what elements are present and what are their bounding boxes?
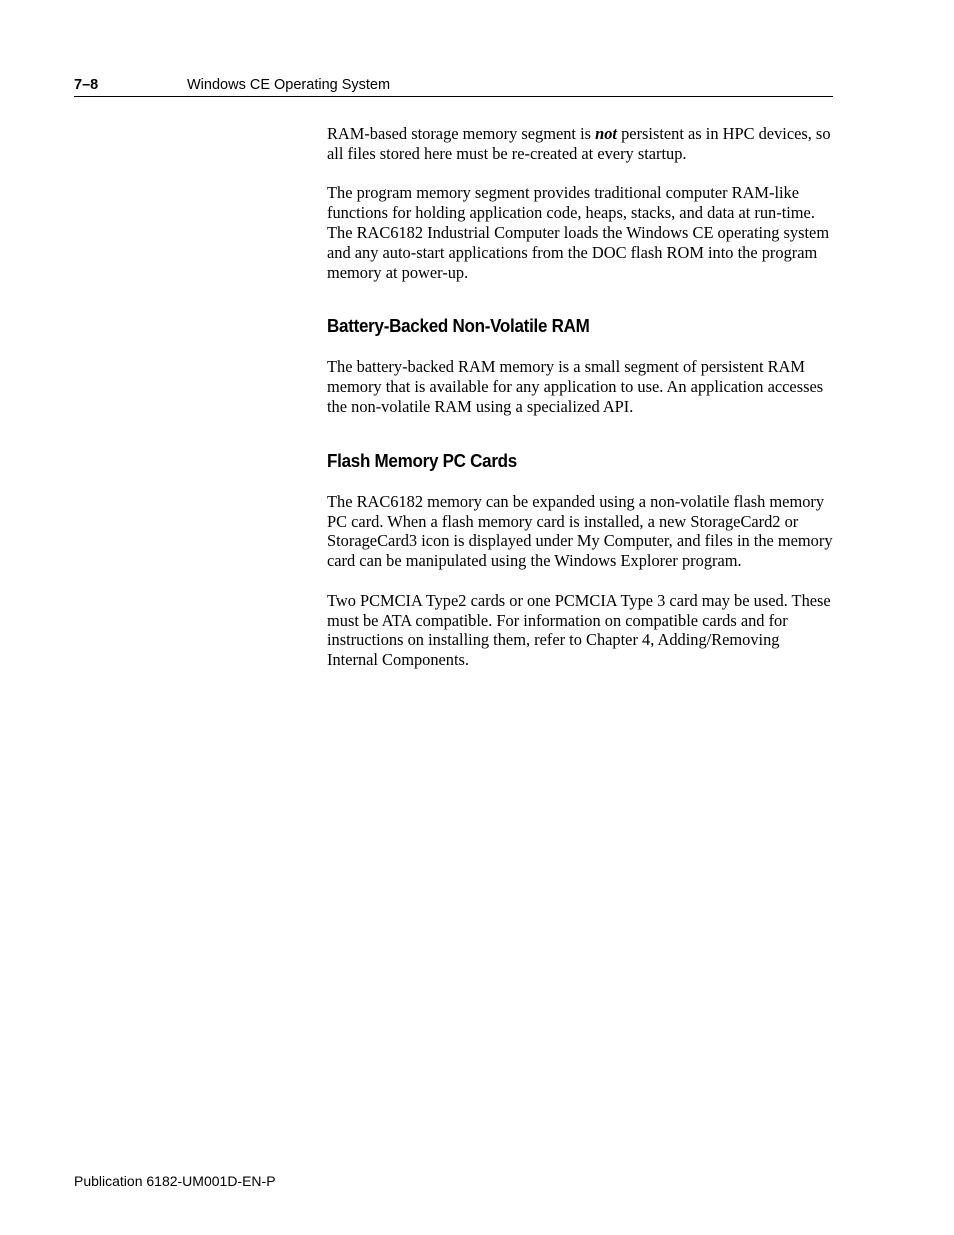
page-footer: Publication 6182-UM001D-EN-P [74,1173,276,1189]
paragraph-ram-storage [327,124,833,164]
paragraph-battery-ram: The battery-backed RAM memory is a small segment of persistent RAM memory that is available for any application to use. An application accesses the non-volatile RAM using a specialized API. [327,357,824,416]
text-segment: persistent as in HPC devices, so all files stored here must be re-created at every startup. [327,124,831,163]
text-segment: RAM-based storage memory segment is [327,124,596,143]
section-heading-flash-cards: Flash Memory PC Cards [327,449,517,471]
emphasis-not: not [595,124,617,143]
page-header [74,75,833,97]
section-heading-battery-ram: Battery-Backed Non-Volatile RAM [327,315,590,337]
paragraph-pcmcia: Two PCMCIA Type2 cards or one PCMCIA Type 3 card may be used. These must be ATA compatible. For information on compatible cards and for instructions on installing them, refer to Chapter 4, Adding/Removing Internal Components. [327,590,831,670]
page-number: 7–8 [74,77,99,93]
running-title: Windows CE Operating System [187,77,391,93]
main-content [327,124,833,690]
paragraph-program-memory: The program memory segment provides traditional computer RAM-like functions for holding application code, heaps, stacks, and data at run-time. The RAC6182 Industrial Computer loads the Windows CE operating system and any auto-start applications from the DOC flash ROM into the program memory at power-up. [327,183,830,282]
paragraph-flash-cards: The RAC6182 memory can be expanded using a non-volatile flash memory PC card. When a flash memory card is installed, a new StorageCard2 or StorageCard3 icon is displayed under My Computer, and files in the memory card can be manipulated using the Windows Explorer program. [327,491,833,571]
